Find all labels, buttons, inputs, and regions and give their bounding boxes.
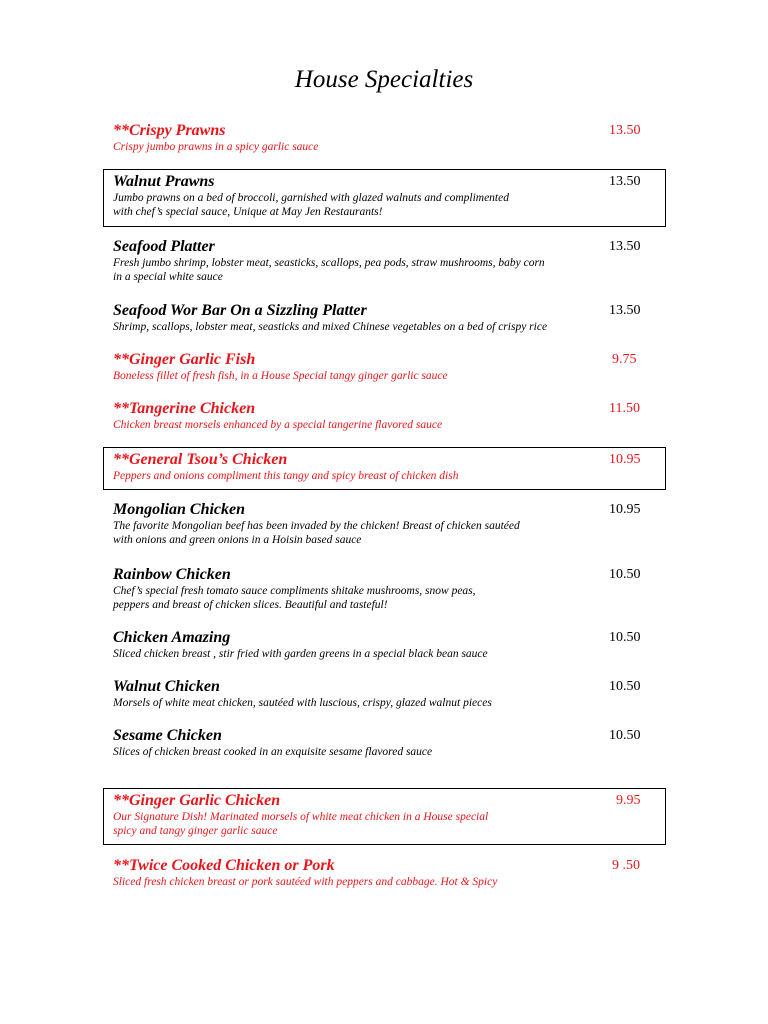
item-description: Peppers and onions compliment this tangy and spicy breast of chicken dish (113, 470, 459, 482)
item-price: 9.75 (612, 352, 637, 367)
item-name: Walnut Prawns (113, 173, 215, 190)
item-price: 10.95 (609, 502, 641, 517)
item-description: Chicken breast morsels enhanced by a special tangerine flavored sauce (113, 419, 443, 431)
item-name: Rainbow Chicken (113, 566, 231, 583)
item-description: Chef’s special fresh tomato sauce compliments shitake mushrooms, snow peas, peppers and breast of chicken slices. Beautiful and tasteful! (113, 585, 476, 611)
item-price: 9.95 (616, 793, 641, 808)
item-description: Morsels of white meat chicken, sautéed with luscious, crispy, glazed walnut pieces (113, 697, 492, 709)
item-price: 10.50 (609, 630, 641, 645)
item-name: Mongolian Chicken (113, 501, 246, 518)
item-name: **Tangerine Chicken (113, 400, 256, 417)
item-name: **Twice Cooked Chicken or Pork (113, 857, 335, 874)
item-description: Sliced chicken breast , stir fried with garden greens in a special black bean sauce (113, 648, 488, 660)
item-description: Boneless fillet of fresh fish, in a House Special tangy ginger garlic sauce (113, 370, 448, 382)
item-name: Sesame Chicken (113, 727, 222, 744)
item-price: 10.50 (609, 567, 641, 582)
item-name: Chicken Amazing (113, 629, 231, 646)
item-price: 11.50 (609, 401, 640, 416)
item-price: 13.50 (609, 303, 641, 318)
item-price: 10.95 (609, 452, 641, 467)
item-name: **General Tsou’s Chicken (113, 451, 288, 468)
item-price: 13.50 (609, 239, 641, 254)
item-name: Walnut Chicken (113, 678, 220, 695)
item-price: 10.50 (609, 728, 641, 743)
item-description: Crispy jumbo prawns in a spicy garlic sauce (113, 141, 319, 153)
item-description: Our Signature Dish! Marinated morsels of white meat chicken in a House special spicy and tangy ginger garlic sauce (113, 811, 489, 837)
item-description: Slices of chicken breast cooked in an exquisite sesame flavored sauce (113, 746, 433, 758)
item-price: 9 .50 (612, 858, 640, 873)
page-title: House Specialties (294, 66, 474, 93)
item-description: Shrimp, scallops, lobster meat, seasticks and mixed Chinese vegetables on a bed of crispy rice (113, 321, 548, 333)
item-description: Fresh jumbo shrimp, lobster meat, seasticks, scallops, pea pods, straw mushrooms, baby corn in a special white sauce (113, 257, 545, 283)
item-name: Seafood Wor Bar On a Sizzling Platter (113, 302, 367, 319)
item-description: Jumbo prawns on a bed of broccoli, garnished with glazed walnuts and complimented with chef’s special sauce, Unique at May Jen Restaurants! (113, 192, 509, 218)
item-name: **Ginger Garlic Chicken (113, 792, 281, 809)
item-price: 13.50 (609, 123, 641, 138)
item-description: The favorite Mongolian beef has been invaded by the chicken! Breast of chicken sautéed with onions and green onions in a Hoisin based sauce (113, 520, 520, 546)
item-name: **Crispy Prawns (113, 122, 226, 139)
item-price: 10.50 (609, 679, 641, 694)
item-name: Seafood Platter (113, 238, 215, 255)
item-price: 13.50 (609, 174, 641, 189)
item-name: **Ginger Garlic Fish (113, 351, 256, 368)
item-description: Sliced fresh chicken breast or pork sautéed with peppers and cabbage. Hot & Spicy (113, 876, 498, 888)
